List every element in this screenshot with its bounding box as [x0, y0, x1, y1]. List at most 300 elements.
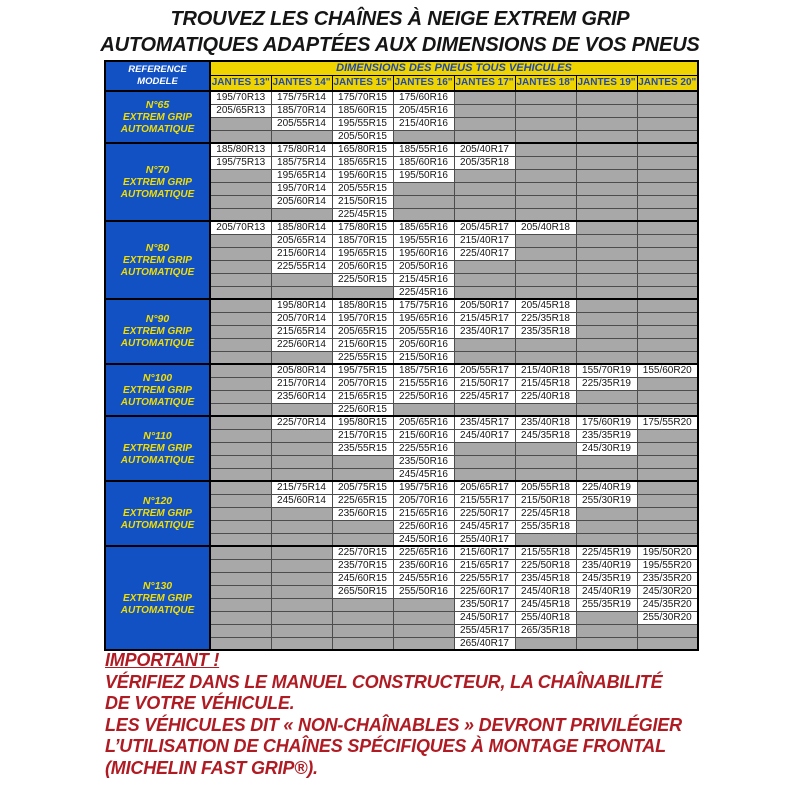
empty-cell [210, 234, 271, 247]
tire-size-cell: 215/65R14 [271, 325, 332, 338]
table-row [105, 416, 698, 429]
model-type-label: AUTOMATIQUE [120, 520, 195, 531]
tire-size-cell: 245/45R17 [454, 520, 515, 533]
tire-size-cell: 185/75R16 [393, 364, 454, 377]
tire-size-cell: 215/65R16 [393, 507, 454, 520]
tire-size-cell: 225/40R19 [576, 481, 637, 494]
tire-size-cell: 215/75R14 [271, 481, 332, 494]
empty-cell [210, 312, 271, 325]
empty-cell [515, 247, 576, 260]
empty-cell [576, 247, 637, 260]
empty-cell [271, 429, 332, 442]
empty-cell [210, 533, 271, 546]
empty-cell [637, 377, 698, 390]
empty-cell [210, 637, 271, 650]
tire-size-cell: 245/40R18 [515, 585, 576, 598]
empty-cell [576, 182, 637, 195]
empty-cell [210, 520, 271, 533]
empty-cell [454, 208, 515, 221]
tire-size-cell: 225/40R17 [454, 247, 515, 260]
empty-cell [454, 403, 515, 416]
tire-size-cell: 225/45R19 [576, 546, 637, 559]
model-name: N°110 [143, 430, 172, 442]
model-type-label: AUTOMATIQUE [120, 123, 195, 135]
empty-cell [637, 481, 698, 494]
empty-cell [393, 182, 454, 195]
empty-cell [210, 585, 271, 598]
tire-size-cell: 205/50R15 [332, 130, 393, 143]
reference-header-line1: REFERENCE [128, 64, 187, 75]
empty-cell [210, 208, 271, 221]
tire-size-cell: 195/75R16 [393, 481, 454, 494]
empty-cell [576, 338, 637, 351]
empty-cell [637, 390, 698, 403]
model-cell [105, 546, 210, 650]
tire-size-cell: 235/35R18 [515, 325, 576, 338]
empty-cell [332, 624, 393, 637]
empty-cell [210, 299, 271, 312]
tire-size-cell: 175/70R15 [332, 91, 393, 104]
tire-size-cell: 225/55R15 [332, 351, 393, 364]
empty-cell [393, 403, 454, 416]
tire-size-cell: 205/55R14 [271, 117, 332, 130]
tire-size-cell: 215/40R16 [393, 117, 454, 130]
empty-cell [515, 91, 576, 104]
empty-cell [576, 286, 637, 299]
empty-cell [210, 169, 271, 182]
empty-cell [576, 455, 637, 468]
tire-size-cell: 235/50R16 [393, 455, 454, 468]
empty-cell [454, 182, 515, 195]
empty-cell [210, 351, 271, 364]
model-name: N°70 [145, 163, 170, 176]
tire-size-cell: 195/60R16 [393, 247, 454, 260]
empty-cell [637, 637, 698, 650]
tire-size-cell: 165/80R15 [332, 143, 393, 156]
model-name: N°90 [145, 313, 170, 325]
tire-size-cell: 245/40R19 [576, 585, 637, 598]
empty-cell [210, 598, 271, 611]
empty-cell [454, 130, 515, 143]
column-header: JANTES 14" [271, 75, 332, 91]
empty-cell [576, 273, 637, 286]
tire-size-cell: 205/65R14 [271, 234, 332, 247]
tire-size-cell: 225/45R17 [454, 390, 515, 403]
tire-size-cell: 215/40R17 [454, 234, 515, 247]
empty-cell [576, 624, 637, 637]
empty-cell [271, 286, 332, 299]
empty-cell [271, 507, 332, 520]
table-row [105, 143, 698, 156]
model-name: N°100 [142, 371, 173, 384]
tire-size-cell: 175/80R14 [271, 143, 332, 156]
tire-size-cell: 215/55R18 [515, 546, 576, 559]
model-type-label: AUTOMATIQUE [120, 188, 195, 200]
empty-cell [576, 468, 637, 481]
tire-size-cell: 205/70R16 [393, 494, 454, 507]
empty-cell [515, 442, 576, 455]
tire-size-cell: 185/65R16 [393, 221, 454, 234]
empty-cell [454, 338, 515, 351]
tire-size-cell: 195/65R14 [271, 169, 332, 182]
tire-size-cell: 195/80R14 [271, 299, 332, 312]
empty-cell [210, 546, 271, 559]
tire-chain-size-table [104, 60, 699, 651]
empty-cell [637, 182, 698, 195]
empty-cell [271, 351, 332, 364]
tire-size-cell: 215/60R16 [393, 429, 454, 442]
empty-cell [454, 455, 515, 468]
empty-cell [332, 455, 393, 468]
tire-size-cell: 205/55R17 [454, 364, 515, 377]
tire-size-cell: 185/65R15 [332, 156, 393, 169]
tire-size-cell: 195/55R20 [637, 559, 698, 572]
empty-cell [515, 169, 576, 182]
tire-size-cell: 235/40R19 [576, 559, 637, 572]
model-cell [105, 481, 210, 546]
tire-size-cell: 185/70R15 [332, 234, 393, 247]
tire-size-cell: 225/45R16 [393, 286, 454, 299]
empty-cell [393, 130, 454, 143]
tire-size-cell: 205/65R15 [332, 325, 393, 338]
model-type-label: AUTOMATIQUE [120, 604, 195, 616]
column-header: JANTES 17" [454, 75, 515, 91]
empty-cell [637, 455, 698, 468]
empty-cell [576, 234, 637, 247]
empty-cell [271, 208, 332, 221]
tire-size-cell: 225/35R18 [515, 312, 576, 325]
empty-cell [515, 156, 576, 169]
tire-size-cell: 195/55R15 [332, 117, 393, 130]
tire-size-cell: 195/55R16 [393, 234, 454, 247]
empty-cell [454, 169, 515, 182]
tire-size-cell: 255/35R18 [515, 520, 576, 533]
empty-cell [210, 377, 271, 390]
tire-size-cell: 185/80R13 [210, 143, 271, 156]
table-row [105, 221, 698, 234]
empty-cell [576, 637, 637, 650]
empty-cell [637, 429, 698, 442]
tire-size-cell: 245/40R17 [454, 429, 515, 442]
empty-cell [515, 273, 576, 286]
model-type-label: AUTOMATIQUE [120, 338, 195, 349]
tire-size-cell: 225/50R17 [454, 507, 515, 520]
tire-size-cell: 215/50R18 [515, 494, 576, 507]
tire-size-cell: 245/45R18 [515, 598, 576, 611]
reference-modele-header [105, 61, 210, 91]
empty-cell [271, 546, 332, 559]
tire-size-cell: 245/35R20 [637, 598, 698, 611]
tire-size-cell: 255/30R19 [576, 494, 637, 507]
tire-size-cell: 225/55R16 [393, 442, 454, 455]
tire-size-cell: 195/70R13 [210, 91, 271, 104]
important-label: IMPORTANT ! [105, 650, 220, 670]
empty-cell [576, 533, 637, 546]
empty-cell [210, 481, 271, 494]
tire-size-cell: 235/70R15 [332, 559, 393, 572]
page-title [0, 6, 800, 58]
tire-size-cell: 215/65R17 [454, 559, 515, 572]
empty-cell [210, 429, 271, 442]
empty-cell [332, 286, 393, 299]
tire-size-cell: 205/75R15 [332, 481, 393, 494]
empty-cell [271, 468, 332, 481]
empty-cell [637, 247, 698, 260]
empty-cell [210, 507, 271, 520]
empty-cell [637, 325, 698, 338]
tire-size-cell: 215/60R14 [271, 247, 332, 260]
empty-cell [454, 468, 515, 481]
tire-size-cell: 185/70R14 [271, 104, 332, 117]
tire-size-cell: 195/65R16 [393, 312, 454, 325]
tire-size-cell: 215/45R17 [454, 312, 515, 325]
empty-cell [576, 351, 637, 364]
tire-size-cell: 225/60R15 [332, 403, 393, 416]
tire-size-cell: 215/40R18 [515, 364, 576, 377]
page-title-line2: AUTOMATIQUES ADAPTÉES AUX DIMENSIONS DE VOS PNEUS [100, 34, 700, 56]
tire-size-cell: 205/65R17 [454, 481, 515, 494]
empty-cell [515, 533, 576, 546]
tire-size-cell: 255/40R18 [515, 611, 576, 624]
empty-cell [515, 143, 576, 156]
empty-cell [393, 598, 454, 611]
empty-cell [210, 273, 271, 286]
empty-cell [210, 611, 271, 624]
tire-size-cell: 225/65R15 [332, 494, 393, 507]
empty-cell [637, 221, 698, 234]
tire-size-cell: 235/35R19 [576, 429, 637, 442]
tire-size-cell: 235/35R20 [637, 572, 698, 585]
empty-cell [637, 286, 698, 299]
tire-size-cell: 225/55R14 [271, 260, 332, 273]
empty-cell [515, 351, 576, 364]
model-cell [105, 143, 210, 221]
tire-size-cell: 185/75R14 [271, 156, 332, 169]
tire-size-cell: 255/50R16 [393, 585, 454, 598]
empty-cell [210, 182, 271, 195]
empty-cell [637, 442, 698, 455]
empty-cell [637, 208, 698, 221]
empty-cell [515, 234, 576, 247]
empty-cell [576, 104, 637, 117]
model-type-label: EXTREM GRIP [123, 384, 192, 396]
empty-cell [332, 611, 393, 624]
tire-size-cell: 185/55R16 [393, 143, 454, 156]
model-name: N°65 [145, 98, 170, 111]
tire-size-cell: 245/45R16 [393, 468, 454, 481]
empty-cell [210, 468, 271, 481]
empty-cell [637, 520, 698, 533]
tire-size-cell: 235/60R14 [271, 390, 332, 403]
column-header: JANTES 13" [210, 75, 271, 91]
tire-size-cell: 225/70R15 [332, 546, 393, 559]
empty-cell [271, 637, 332, 650]
tire-size-cell: 175/60R19 [576, 416, 637, 429]
tire-size-cell: 195/65R15 [332, 247, 393, 260]
tire-size-cell: 245/50R16 [393, 533, 454, 546]
empty-cell [454, 286, 515, 299]
empty-cell [576, 299, 637, 312]
empty-cell [637, 351, 698, 364]
empty-cell [576, 312, 637, 325]
tire-size-cell: 235/55R15 [332, 442, 393, 455]
tire-size-cell: 175/55R20 [637, 416, 698, 429]
tire-size-cell: 155/60R20 [637, 364, 698, 377]
tire-size-cell: 175/75R16 [393, 299, 454, 312]
empty-cell [515, 195, 576, 208]
empty-cell [393, 637, 454, 650]
empty-cell [515, 260, 576, 273]
empty-cell [454, 91, 515, 104]
empty-cell [210, 338, 271, 351]
tire-size-cell: 205/45R18 [515, 299, 576, 312]
tire-size-cell: 215/70R15 [332, 429, 393, 442]
model-type-label: AUTOMATIQUE [120, 396, 195, 408]
empty-cell [637, 338, 698, 351]
tire-size-cell: 245/55R16 [393, 572, 454, 585]
model-cell [105, 416, 210, 481]
empty-cell [393, 624, 454, 637]
empty-cell [332, 533, 393, 546]
tire-size-cell: 185/80R14 [271, 221, 332, 234]
tire-size-cell: 255/35R19 [576, 598, 637, 611]
tire-size-cell: 195/70R15 [332, 312, 393, 325]
tire-size-cell: 185/60R16 [393, 156, 454, 169]
tire-size-cell: 225/50R15 [332, 273, 393, 286]
empty-cell [637, 91, 698, 104]
empty-cell [576, 390, 637, 403]
empty-cell [454, 195, 515, 208]
empty-cell [271, 130, 332, 143]
tire-size-cell: 225/70R14 [271, 416, 332, 429]
tire-size-cell: 205/40R17 [454, 143, 515, 156]
table-row [105, 91, 698, 104]
tire-size-cell: 215/45R16 [393, 273, 454, 286]
notice-line: LES VÉHICULES DIT « NON-CHAÎNABLES » DEVRONT PRIVILÉGIER [105, 714, 682, 735]
tire-size-cell: 215/45R18 [515, 377, 576, 390]
tire-size-cell: 245/30R20 [637, 585, 698, 598]
empty-cell [637, 169, 698, 182]
empty-cell [637, 195, 698, 208]
empty-cell [393, 195, 454, 208]
empty-cell [576, 611, 637, 624]
empty-cell [637, 104, 698, 117]
tire-size-cell: 175/80R15 [332, 221, 393, 234]
tire-size-cell: 205/65R16 [393, 416, 454, 429]
empty-cell [332, 637, 393, 650]
tire-size-cell: 225/60R17 [454, 585, 515, 598]
empty-cell [576, 507, 637, 520]
empty-cell [210, 195, 271, 208]
tire-size-cell: 225/60R14 [271, 338, 332, 351]
empty-cell [210, 442, 271, 455]
empty-cell [393, 611, 454, 624]
model-cell [105, 91, 210, 143]
tire-size-cell: 205/70R14 [271, 312, 332, 325]
model-type-label: EXTREM GRIP [123, 111, 192, 123]
model-type-label: EXTREM GRIP [123, 254, 192, 266]
tire-size-cell: 205/70R13 [210, 221, 271, 234]
empty-cell [637, 299, 698, 312]
model-type-label: AUTOMATIQUE [120, 266, 195, 278]
empty-cell [454, 117, 515, 130]
notice-line: VÉRIFIEZ DANS LE MANUEL CONSTRUCTEUR, LA CHAÎNABILITÉ [105, 671, 663, 692]
page-title-line1: TROUVEZ LES CHAÎNES À NEIGE EXTREM GRIP [170, 8, 630, 30]
model-type-label: EXTREM GRIP [123, 592, 192, 604]
tire-size-cell: 195/50R16 [393, 169, 454, 182]
column-header: JANTES 16" [393, 75, 454, 91]
tire-size-cell: 225/60R16 [393, 520, 454, 533]
tire-size-cell: 255/45R17 [454, 624, 515, 637]
tire-size-cell: 265/50R15 [332, 585, 393, 598]
tire-size-cell: 225/45R15 [332, 208, 393, 221]
tire-size-cell: 255/40R17 [454, 533, 515, 546]
tire-size-cell: 245/50R17 [454, 611, 515, 624]
empty-cell [271, 520, 332, 533]
empty-cell [637, 273, 698, 286]
empty-cell [210, 325, 271, 338]
model-cell [105, 364, 210, 416]
tire-size-cell: 205/55R16 [393, 325, 454, 338]
empty-cell [576, 117, 637, 130]
column-header: JANTES 18" [515, 75, 576, 91]
tire-size-cell: 215/55R16 [393, 377, 454, 390]
empty-cell [271, 273, 332, 286]
empty-cell [210, 260, 271, 273]
empty-cell [637, 234, 698, 247]
empty-cell [454, 273, 515, 286]
tire-size-cell: 195/75R13 [210, 156, 271, 169]
tire-size-cell: 235/50R17 [454, 598, 515, 611]
table-row [105, 364, 698, 377]
tire-size-cell: 205/70R15 [332, 377, 393, 390]
tire-chain-size-table-wrapper [104, 60, 699, 651]
empty-cell [637, 624, 698, 637]
tire-size-cell: 225/35R19 [576, 377, 637, 390]
empty-cell [515, 104, 576, 117]
empty-cell [637, 494, 698, 507]
empty-cell [637, 403, 698, 416]
empty-cell [637, 117, 698, 130]
tire-size-cell: 195/75R15 [332, 364, 393, 377]
tire-size-cell: 255/30R20 [637, 611, 698, 624]
empty-cell [637, 468, 698, 481]
model-cell [105, 221, 210, 299]
empty-cell [637, 130, 698, 143]
tire-size-cell: 225/65R16 [393, 546, 454, 559]
column-header: JANTES 20" [637, 75, 698, 91]
empty-cell [576, 195, 637, 208]
empty-cell [271, 611, 332, 624]
tire-size-cell: 215/50R17 [454, 377, 515, 390]
empty-cell [271, 533, 332, 546]
table-row [105, 481, 698, 494]
tire-size-cell: 195/80R15 [332, 416, 393, 429]
table-row [105, 546, 698, 559]
tire-size-cell: 185/60R15 [332, 104, 393, 117]
empty-cell [576, 403, 637, 416]
empty-cell [637, 507, 698, 520]
column-header: JANTES 15" [332, 75, 393, 91]
model-type-label: EXTREM GRIP [123, 176, 192, 188]
empty-cell [576, 169, 637, 182]
empty-cell [210, 624, 271, 637]
tire-size-cell: 205/65R13 [210, 104, 271, 117]
tire-size-cell: 245/60R14 [271, 494, 332, 507]
tire-size-cell: 225/55R17 [454, 572, 515, 585]
empty-cell [271, 624, 332, 637]
column-header: JANTES 19" [576, 75, 637, 91]
